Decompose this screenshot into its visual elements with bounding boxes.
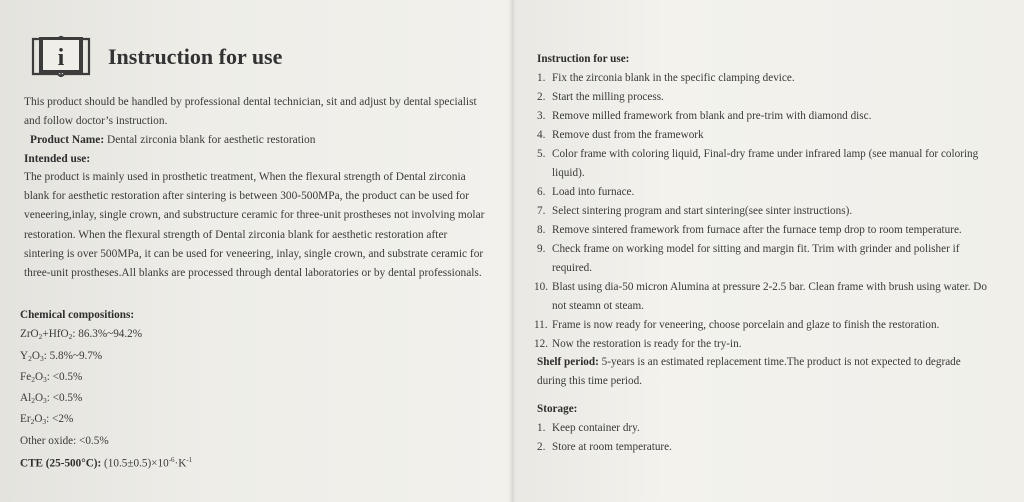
product-name: [30, 131, 500, 150]
step-item: 3. Remove milled framework from blank and pre-trim with diamond disc.: [537, 110, 872, 122]
instruction-steps: [534, 69, 989, 354]
product-name-label: Product Name:: [30, 134, 105, 146]
step-item: 5. Color frame with coloring liquid, Final-dry frame under infrared lamp (see manual for coloring liquid).: [537, 148, 979, 179]
product-name-value: Dental zirconia blank for aesthetic restoration: [104, 134, 316, 146]
step-item: 4. Remove dust from the framework: [537, 129, 704, 141]
storage-label: Storage:: [537, 403, 578, 415]
step-item: 8. Remove sintered framework from furnace after the furnace temp drop to room temperature.: [537, 224, 962, 236]
shelf-label: Shelf period:: [537, 356, 599, 368]
info-book-icon: [30, 34, 92, 78]
step-item: 2. Start the milling process.: [537, 91, 664, 103]
svg-text:i: i: [57, 45, 65, 71]
shelf-period: [537, 353, 989, 391]
cte-line: CTE (25-500°C): $(10.5\pm 0.5)\times 10^{-6}\cdot K^{-1}$: [20, 456, 193, 470]
storage-item: 1. Keep container dry.: [537, 422, 640, 434]
page-fold: [508, 0, 516, 502]
chemical-compositions: [20, 306, 320, 474]
step-item: 1. Fix the zirconia blank in the specific clamping device.: [537, 72, 795, 84]
chem-label: Chemical compositions:: [20, 309, 135, 321]
instruction-label: Instruction for use:: [537, 53, 630, 65]
step-item: 11. Frame is now ready for veneering, choose porcelain and glaze to finish the restoration.: [534, 319, 940, 331]
intended-use-heading: [24, 150, 494, 169]
chem-item: $Er_2O_3$: <2%: [20, 413, 74, 427]
intro-text: This product should be handled by professional dental technician, sit and adjust by dental specialist and follow doctor’s instruction.: [24, 96, 477, 128]
storage-heading: [537, 400, 997, 419]
intended-use-body: The product is mainly used in prosthetic treatment, When the flexural strength of Dental zirconia blank for aesthetic restoration after sintering is between 300-500MPa, the product can be used for veneering,inlay, single crown, and substructure ceramic for three-unit prostheses not involving molar restoration. When the flexural strength of Dental zirconia blank for aesthetic restoration after sintering is over 500MPa, it can be used for veneering, inlay, single crown, and substrate ceramic for three-unit prostheses.All blanks are processed through dental laboratories or by dental professionals.: [24, 171, 485, 280]
storage-item: 2. Store at room temperature.: [537, 441, 672, 453]
step-item: 9. Check frame on working model for sitting and margin fit. Trim with grinder and polisher if required.: [537, 243, 960, 274]
step-item: 10. Blast using dia-50 micron Alumina at pressure 2-2.5 bar. Clean frame with brush using water. Do not steamn ot steam.: [534, 281, 987, 312]
chem-item: $Fe_2O_3$: <0.5%: [20, 370, 83, 384]
page-title: Instruction for use: [108, 44, 283, 69]
step-item: 6. Load into furnace.: [537, 186, 635, 198]
shelf-text: 5-years is an estimated replacement time.The product is not expected to degrade during this time period.: [537, 356, 961, 387]
chem-item: ZrO$_2$+HfO$_2$: 86.3%~94.2%: [20, 328, 143, 342]
chem-item: $Y_2O_3$: 5.8%~9.7%: [20, 349, 103, 363]
instruction-heading: [537, 50, 997, 69]
other-oxide: Other oxide: <0.5%: [20, 434, 109, 447]
step-item: 7. Select sintering program and start sintering(see sinter instructions).: [537, 205, 853, 217]
chem-item: $Al_2O_3$: <0.5%: [20, 392, 83, 406]
storage-list: [537, 419, 837, 457]
step-item: 12. Now the restoration is ready for the try-in.: [534, 338, 742, 350]
intended-use-label: Intended use:: [24, 153, 91, 165]
